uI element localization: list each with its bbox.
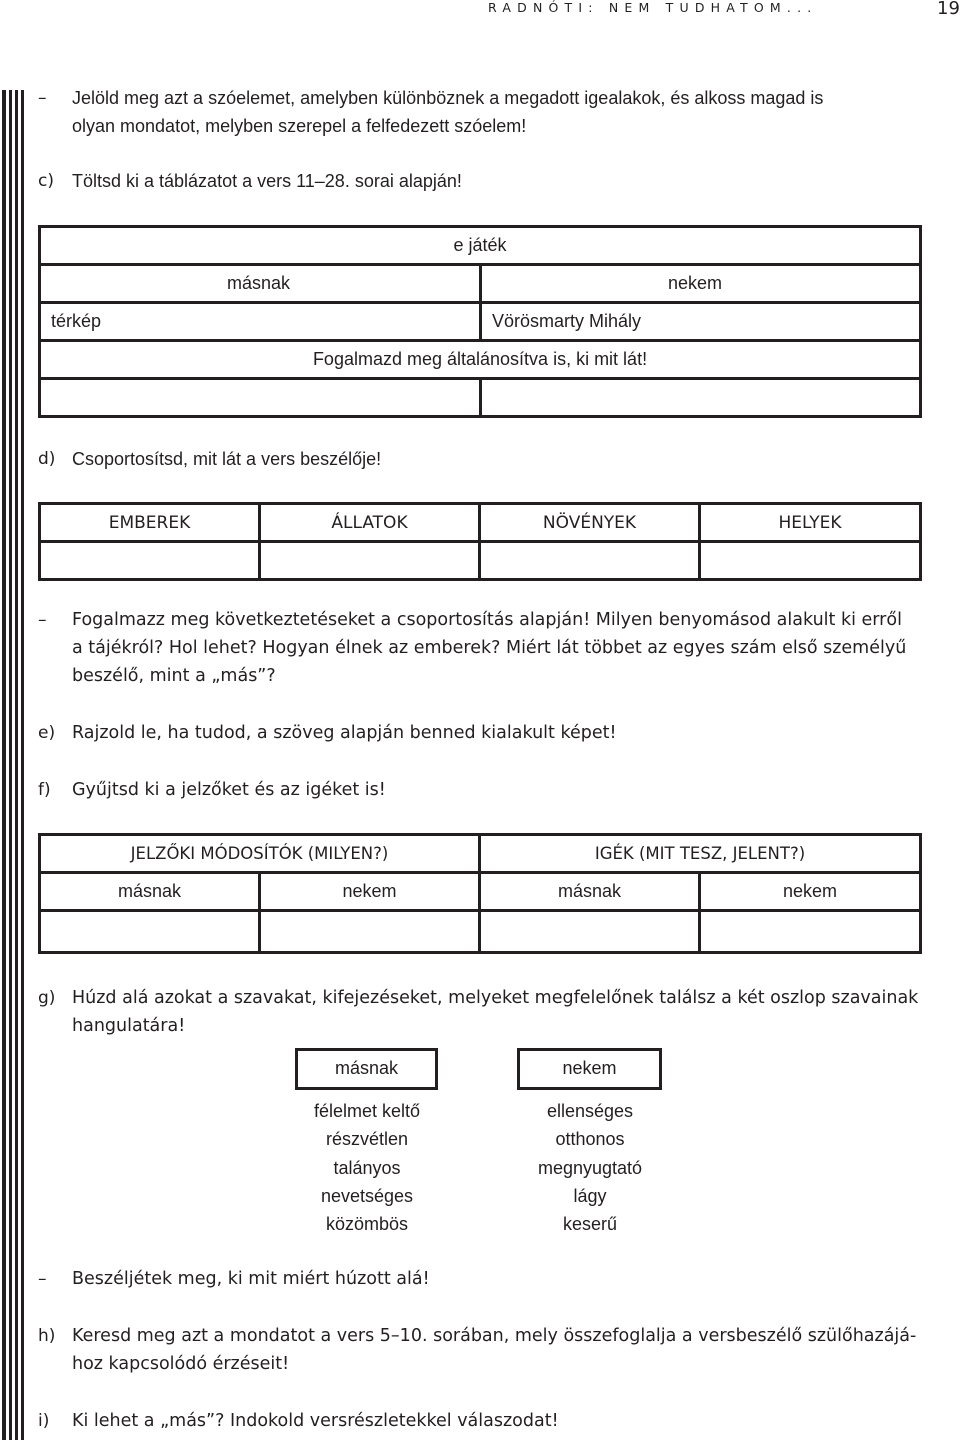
- conclusion-line-1: Fogalmazz meg következtetéseket a csoportosítás alapján! Milyen benyomásod alakult ki erről: [72, 610, 902, 630]
- word-item[interactable]: talányos: [333, 1157, 401, 1178]
- subheader-igek-nekem: nekem: [700, 873, 921, 911]
- conclusion-dash: –: [38, 610, 47, 630]
- word-item[interactable]: megnyugtató: [537, 1157, 643, 1178]
- subheader-jelzok-nekem: nekem: [260, 873, 480, 911]
- conclusion-line-3: beszélő, mint a „más”?: [72, 666, 276, 686]
- discuss-dash: –: [38, 1269, 47, 1289]
- group-jelzok: JELZŐKI MÓDOSÍTÓK (MILYEN?): [40, 835, 480, 873]
- task-d-text: Csoportosítsd, mit lát a vers beszélője!: [72, 449, 382, 469]
- task-i-text: Ki lehet a „más”? Indokold versrészletekkel válaszodat!: [72, 1411, 559, 1431]
- word-item[interactable]: félelmet keltő: [313, 1101, 421, 1121]
- answer-igek-masnak[interactable]: [480, 911, 700, 953]
- subheader-igek-masnak: másnak: [480, 873, 700, 911]
- answer-novenyek[interactable]: [480, 542, 700, 580]
- running-title: RADNÓTI: NEM TUDHATOM...: [488, 0, 818, 15]
- task-c-table: [38, 225, 922, 418]
- intro-line-1: Jelöld meg azt a szóelemet, amelyben különböznek a megadott igealakok, és alkoss magad is: [72, 88, 824, 108]
- word-item[interactable]: otthonos: [555, 1129, 625, 1150]
- word-item[interactable]: nevetséges: [320, 1185, 414, 1206]
- task-f-label: f): [38, 780, 51, 800]
- answer-emberek[interactable]: [40, 542, 260, 580]
- answer-helyek[interactable]: [700, 542, 921, 580]
- word-item[interactable]: közömbös: [325, 1214, 409, 1235]
- task-d-table: [38, 502, 922, 581]
- task-g-label: g): [38, 988, 56, 1008]
- table-c-answer-right[interactable]: [481, 379, 921, 417]
- word-list-masnak: [292, 1097, 442, 1238]
- task-f-table: [38, 833, 922, 954]
- table-c-general-prompt: Fogalmazd meg általánosítva is, ki mit lát!: [40, 341, 921, 379]
- subheader-jelzok-masnak: másnak: [40, 873, 260, 911]
- margin-bars: [0, 90, 28, 1440]
- task-h-line-2: hoz kapcsolódó érzéseit!: [72, 1354, 290, 1374]
- header-allatok: ÁLLATOK: [260, 504, 480, 542]
- word-item[interactable]: ellenséges: [546, 1101, 634, 1121]
- answer-allatok[interactable]: [260, 542, 480, 580]
- header-novenyek: NÖVÉNYEK: [480, 504, 700, 542]
- task-f-text: Gyűjtsd ki a jelzőket és az igéket is!: [72, 780, 386, 800]
- discuss-text: Beszéljétek meg, ki mit miért húzott alá!: [72, 1269, 430, 1289]
- table-c-cell-terkep: térkép: [40, 303, 481, 341]
- header-helyek: HELYEK: [700, 504, 921, 542]
- task-c-label: c): [38, 171, 54, 191]
- page-number: 19: [937, 0, 960, 19]
- answer-igek-nekem[interactable]: [700, 911, 921, 953]
- table-c-masnak-header: másnak: [40, 265, 481, 303]
- group-igek: IGÉK (MIT TESZ, JELENT?): [480, 835, 921, 873]
- task-e-text: Rajzold le, ha tudod, a szöveg alapján benned kialakult képet!: [72, 723, 617, 743]
- task-g-line-2: hangulatára!: [72, 1016, 186, 1036]
- task-e-label: e): [38, 723, 56, 743]
- task-c-text: Töltsd ki a táblázatot a vers 11–28. sorai alapján!: [72, 171, 462, 191]
- table-c-cell-vorosmarty: Vörösmarty Mihály: [481, 303, 921, 341]
- intro-dash: –: [38, 88, 47, 108]
- intro-line-2: olyan mondatot, melyben szerepel a felfedezett szóelem!: [72, 116, 527, 136]
- table-c-row-title: e játék: [40, 227, 921, 265]
- word-column-masnak-title: másnak: [295, 1048, 438, 1090]
- word-item[interactable]: részvétlen: [325, 1129, 409, 1150]
- word-item[interactable]: lágy: [573, 1185, 607, 1206]
- task-d-label: d): [38, 449, 56, 469]
- task-i-label: i): [38, 1411, 50, 1431]
- header-emberek: EMBEREK: [40, 504, 260, 542]
- task-h-label: h): [38, 1326, 56, 1346]
- table-c-nekem-header: nekem: [481, 265, 921, 303]
- conclusion-line-2: a tájékról? Hol lehet? Hogyan élnek az emberek? Miért lát többet az egyes szám első személyű: [72, 638, 907, 658]
- task-h-line-1: Keresd meg azt a mondatot a vers 5–10. sorában, mely összefoglalja a versbeszélő szülőhazájá-: [72, 1326, 917, 1346]
- word-column-nekem-title: nekem: [517, 1048, 662, 1090]
- answer-jelzok-masnak[interactable]: [40, 911, 260, 953]
- word-item[interactable]: keserű: [562, 1214, 618, 1235]
- answer-jelzok-nekem[interactable]: [260, 911, 480, 953]
- task-g-line-1: Húzd alá azokat a szavakat, kifejezéseket, melyeket megfelelőnek találsz a két oszlop szavainak: [72, 988, 919, 1008]
- word-list-nekem: [515, 1097, 665, 1238]
- table-c-answer-left[interactable]: [40, 379, 481, 417]
